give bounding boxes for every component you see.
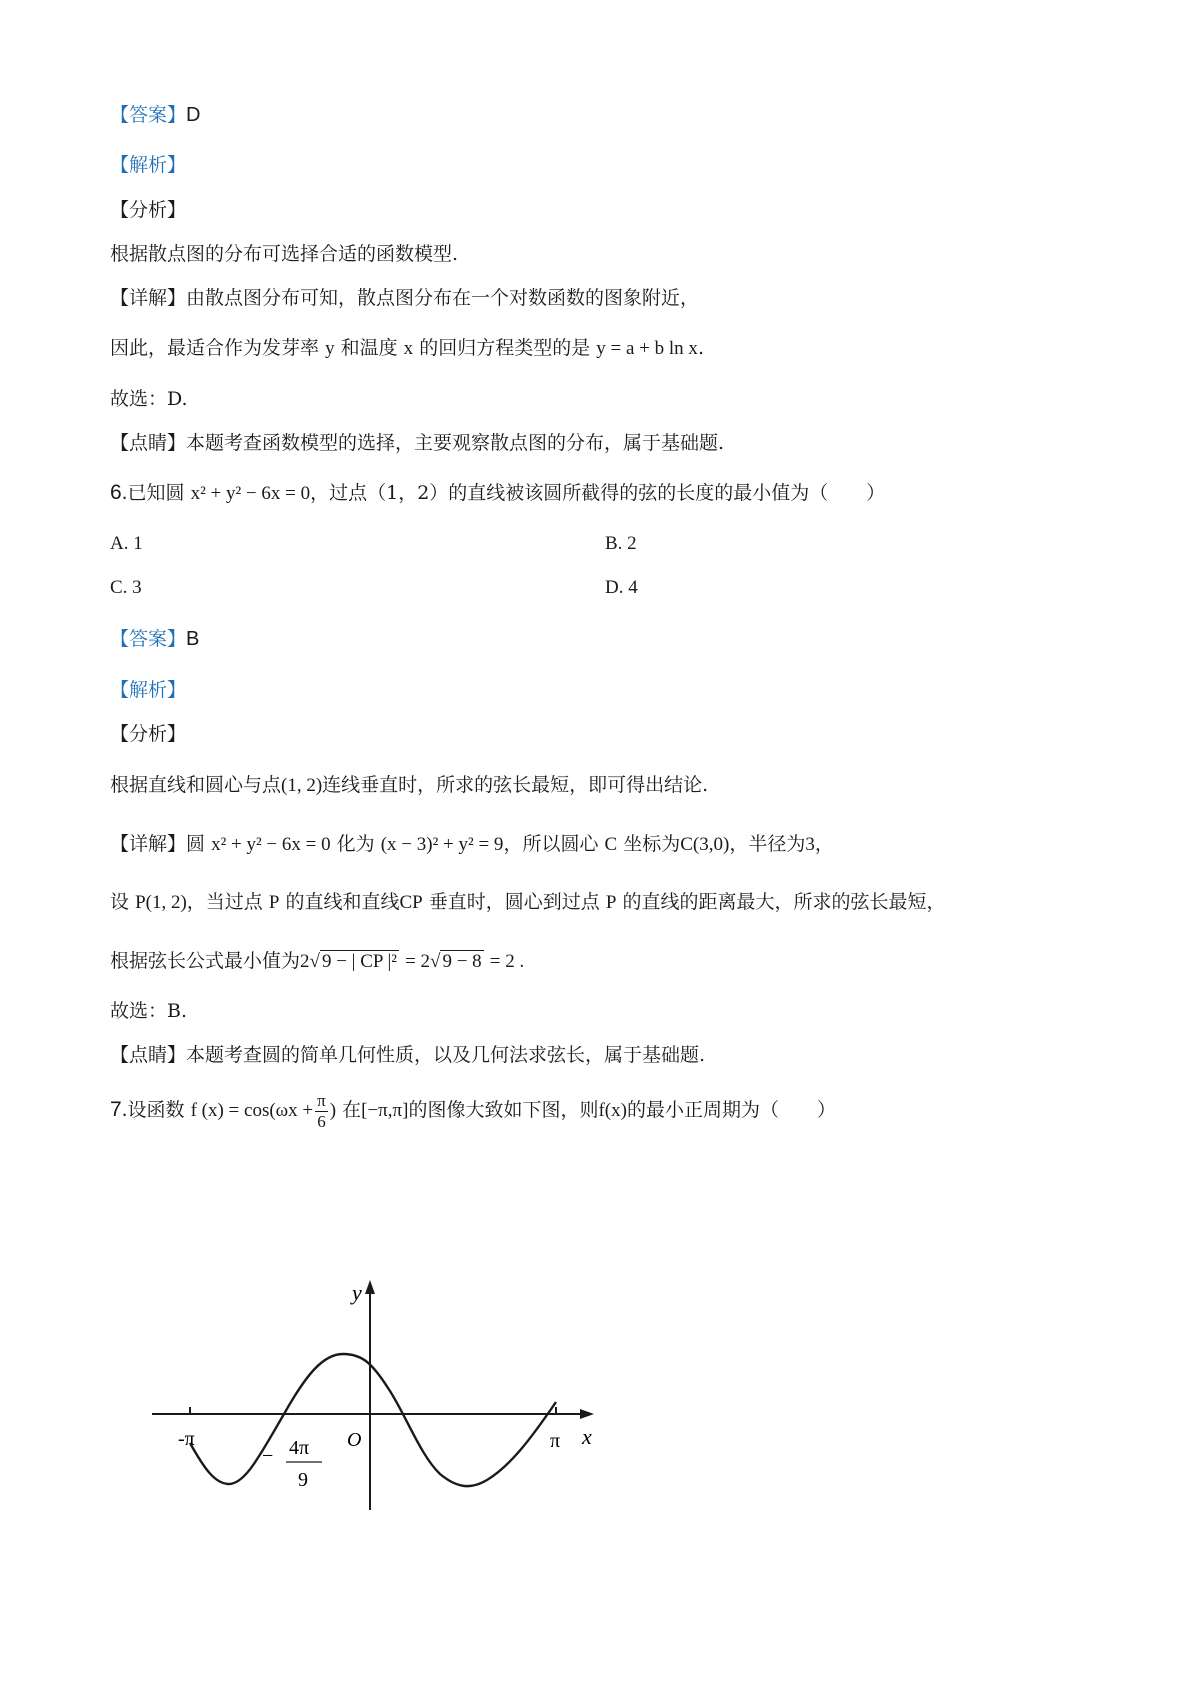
question-6-stem	[110, 479, 1140, 508]
var-x: x	[403, 338, 414, 359]
answer-value: B	[186, 628, 200, 650]
zero-numerator: 4π	[289, 1437, 310, 1459]
pi-label: π	[550, 1430, 561, 1452]
stem-text: 设函数	[127, 1099, 185, 1121]
comment-tag: 【点睛】	[110, 432, 187, 454]
question-7-stem	[110, 1088, 1140, 1133]
point-p: P	[605, 892, 617, 913]
detail-line-2-1	[110, 830, 1140, 859]
option-a[interactable]: A. 1	[110, 533, 143, 554]
comment-text: 本题考查函数模型的选择，主要观察散点图的分布，属于基础题.	[186, 432, 725, 454]
detail-line-2	[110, 334, 1140, 363]
fenxi-text-part: 根据直线和圆心与点	[110, 774, 282, 796]
stem-text: ，过点（1，2）的直线被该圆所截得的弦的长度的最小值为（ ）	[310, 482, 886, 504]
analysis-tag: 【解析】	[110, 679, 187, 701]
answer-value: D	[186, 104, 201, 126]
y-axis-label: y	[352, 1280, 362, 1305]
detail-text-part: 根据弦长公式最小值为	[110, 950, 301, 972]
detail-text-part: 化为	[336, 833, 375, 855]
detail-text-part: 坐标为	[623, 833, 681, 855]
analysis-tag: 【解析】	[110, 154, 187, 176]
detail-text: 由散点图分布可知，散点图分布在一个对数函数的图象附近，	[186, 287, 700, 309]
x-axis-label: x	[582, 1424, 592, 1449]
var-y: y	[325, 338, 335, 359]
detail-text-part: 圆	[186, 833, 206, 855]
x-axis-arrow-icon	[580, 1409, 594, 1419]
coefficient: 2	[300, 951, 310, 972]
sqrt-expression-2: √ 9 − 8	[430, 951, 482, 972]
origin-label: O	[347, 1429, 362, 1451]
detail-text-part: ，半径为	[729, 833, 806, 855]
segment-cp: CP	[399, 892, 423, 913]
detail-line-2-2	[110, 888, 1140, 917]
interval: [−π,π]	[361, 1100, 409, 1121]
function-definition: f (x) = cos(ωx +	[190, 1100, 314, 1121]
fenxi-tag: 【分析】	[110, 199, 187, 221]
result: = 2 .	[489, 951, 525, 972]
choose-line-2: 故选：B.	[110, 1000, 188, 1022]
circle-equation: x² + y² − 6x = 0	[211, 834, 331, 855]
radicand: 9 − 8	[442, 951, 482, 972]
point-label: (1, 2)	[281, 775, 323, 796]
point-p: P(1, 2)	[135, 892, 187, 913]
radicand: 9 − | CP |²	[321, 951, 398, 972]
option-b[interactable]: B. 2	[605, 533, 637, 554]
option-c[interactable]: C. 3	[110, 577, 142, 598]
detail-line-1	[110, 284, 1140, 312]
comma: ，	[814, 833, 834, 855]
fenxi-text-part: 连线垂直时，所求的弦长最短，即可得出结论.	[322, 774, 709, 796]
answer-tag: 【答案】	[110, 628, 187, 650]
option-d[interactable]: D. 4	[605, 577, 638, 598]
analysis-line-1	[110, 151, 1140, 179]
cosine-curve	[190, 1354, 556, 1486]
stem-text: 的最小正周期为（ ）	[626, 1099, 836, 1121]
fenxi-tag: 【分析】	[110, 723, 187, 745]
fenxi-tag-line-1	[110, 196, 1140, 224]
question-number: 6.	[110, 481, 128, 504]
function-name: f(x)	[598, 1100, 627, 1121]
detail-text-part: 因此，最适合作为发芽率	[110, 337, 320, 359]
fenxi-text-2	[110, 771, 1140, 800]
sqrt-expression-1: √ 9 − | CP |²	[309, 951, 398, 972]
cosine-graph	[140, 1170, 600, 1491]
answer-tag: 【答案】	[110, 104, 187, 126]
detail-text-part: 和温度	[340, 337, 398, 359]
comment-line-2	[110, 1041, 1140, 1069]
detail-text-part: 垂直时，圆心到过点	[428, 891, 600, 913]
detail-tag: 【详解】	[110, 833, 187, 855]
zero-denominator: 9	[298, 1469, 308, 1491]
detail-text-part: 的直线和直线	[285, 891, 400, 913]
radius-value: 3	[805, 834, 815, 855]
zero-sign: −	[262, 1445, 274, 1467]
close-paren: )	[329, 1100, 337, 1121]
neg-pi-label: -π	[178, 1428, 195, 1450]
detail-text-part: 设	[110, 891, 130, 913]
detail-text-part: 的直线的距离最大，所求的弦长最短，	[622, 891, 946, 913]
center-label: C	[604, 834, 618, 855]
comment-tag: 【点睛】	[110, 1044, 187, 1066]
regression-formula: y = a + b ln x	[596, 338, 698, 359]
detail-text-part: 的回归方程类型的是	[419, 337, 591, 359]
choose-line-1: 故选：D.	[110, 388, 188, 410]
stem-text: 的图像大致如下图，则	[408, 1099, 599, 1121]
detail-text-part: ，所以圆心	[503, 833, 599, 855]
standard-circle-equation: (x − 3)² + y² = 9	[380, 834, 504, 855]
comment-line-1	[110, 429, 1140, 457]
answer-line-1	[110, 101, 1140, 129]
analysis-line-2	[110, 676, 1140, 704]
circle-equation: x² + y² − 6x = 0	[190, 483, 311, 504]
stem-text: 已知圆	[127, 482, 185, 504]
fraction-denominator: 6	[317, 1111, 326, 1131]
period: .	[697, 337, 704, 359]
point-p: P	[268, 892, 280, 913]
pi-over-6-fraction	[315, 1091, 328, 1132]
fraction-numerator: π	[317, 1090, 326, 1110]
answer-line-2	[110, 625, 1140, 653]
detail-tag: 【详解】	[110, 287, 187, 309]
fenxi-tag-line-2	[110, 720, 1140, 748]
y-axis-arrow-icon	[365, 1280, 375, 1294]
detail-line-2-3	[110, 947, 1140, 976]
center-coordinates: C(3,0)	[680, 834, 730, 855]
stem-text: 在	[342, 1099, 362, 1121]
equals-part: = 2	[405, 951, 431, 972]
fenxi-text-1: 根据散点图的分布可选择合适的函数模型.	[110, 243, 459, 265]
question-number: 7.	[110, 1098, 128, 1121]
comment-text: 本题考查圆的简单几何性质，以及几何法求弦长，属于基础题.	[186, 1044, 706, 1066]
detail-text-part: ，当过点	[186, 891, 263, 913]
